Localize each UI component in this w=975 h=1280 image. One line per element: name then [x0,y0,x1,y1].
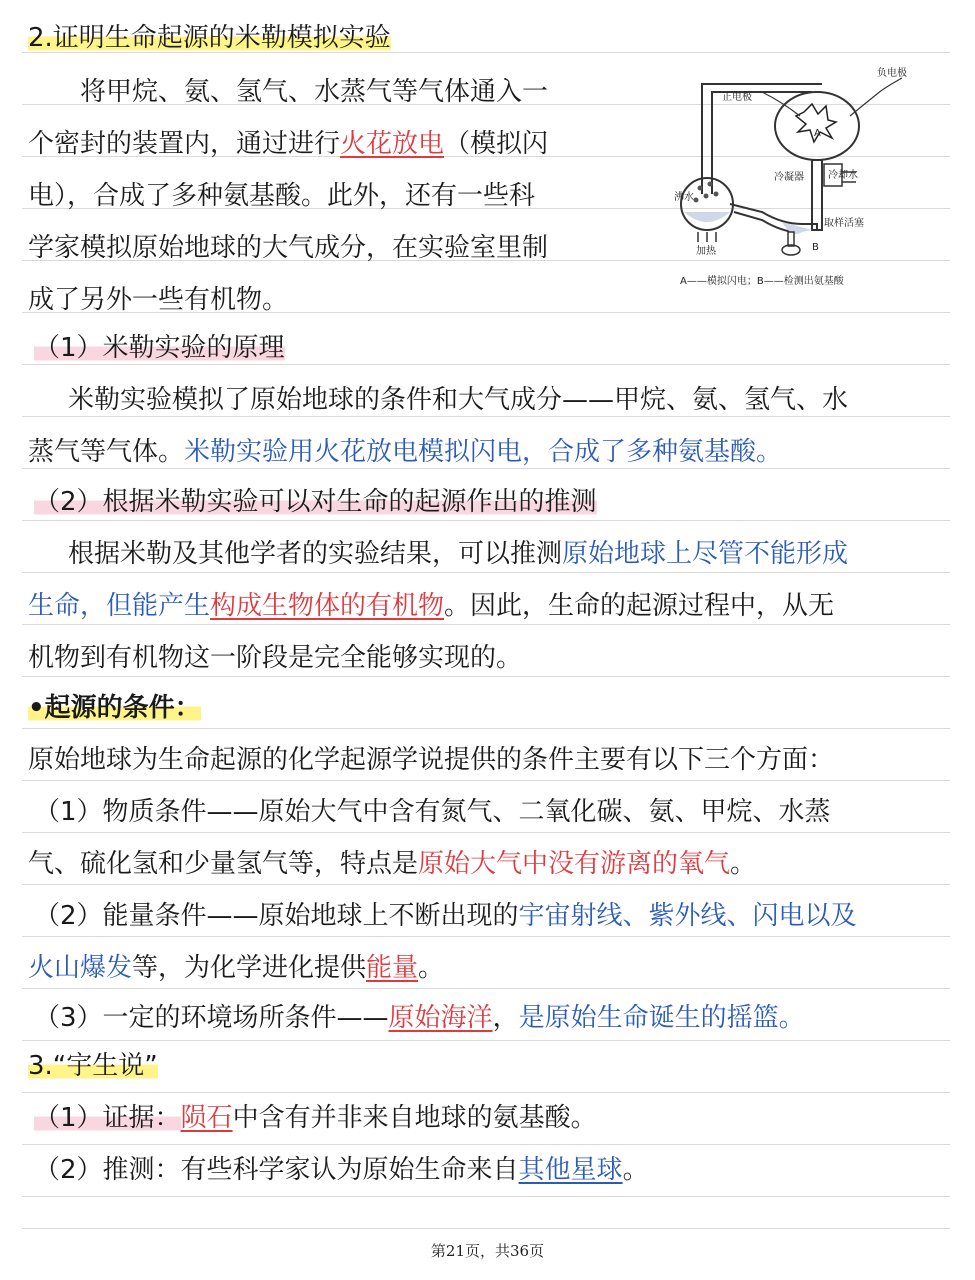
s1-title: （1）米勒实验的原理 [34,333,285,363]
positive-electrode-wire [762,92,800,116]
s2-line-1: 根据米勒及其他学者的实验结果，可以推测原始地球上尽管不能形成 [68,539,849,569]
conditions-title: •起源的条件： [28,693,201,723]
label-positive-electrode: 正电极 [722,92,752,103]
intro-line-4: 学家模拟原始地球的大气成分，在实验室里制 [28,233,549,263]
bubble [704,194,709,199]
boiling-flask [681,178,733,230]
rule-line [22,1228,950,1229]
s2-line-2: 生命，但能产生构成生物体的有机物。因此，生命的起源过程中，从无 [28,591,835,621]
bubble [698,186,703,191]
rule-line [22,832,950,833]
rule-line [22,728,950,729]
label-sampling-valve: 取样活塞 [824,218,864,229]
rule-line [22,884,950,885]
s2-title: （2）根据米勒实验可以对生命的起源作出的推测 [34,487,597,517]
label-cooling-water: 冷却水 [828,170,858,181]
bubble [694,198,699,203]
conditions-intro: 原始地球为生命起源的化学起源学说提供的条件主要有以下三个方面： [28,745,835,775]
section-heading-panspermia: 3.“宇生说” [28,1051,158,1081]
intro-line-5: 成了另外一些有机物。 [28,285,289,315]
speculation-line: （2）推测：有些科学家认为原始生命来自其他星球。 [34,1155,649,1185]
intro-line-1: 将甲烷、氨、氢气、水蒸气等气体通入一 [80,77,549,107]
label-negative-electrode: 负电极 [877,68,907,79]
sampling-valve [788,232,794,246]
s2-line-3: 机物到有机物这一阶段是完全能够实现的。 [28,643,523,673]
negative-electrode-wire [850,78,902,116]
intro-line-2: 个密封的装置内，通过进行火花放电（模拟闪 [28,129,549,159]
rule-line [22,1144,950,1145]
label-a: A [814,128,821,139]
bubble [714,192,719,197]
boiling-water [684,212,730,222]
rule-line [22,1040,950,1041]
condition-1-line-1: （1）物质条件——原始大气中含有氮气、二氧化碳、氨、甲烷、水蒸 [34,797,831,827]
condition-1-line-2: 气、硫化氢和少量氢气等，特点是原始大气中没有游离的氧气。 [28,849,757,879]
tube-left [702,84,822,194]
heading-text: 2.证明生命起源的米勒模拟实验 [28,23,391,53]
rule-line [22,1092,950,1093]
evidence-line: （1）证据：陨石中含有并非来自地球的氨基酸。 [34,1103,597,1133]
rule-line [22,988,950,989]
condition-2-line-2: 火山爆发等，为化学进化提供能量。 [28,953,445,983]
label-b: B [812,242,819,253]
diagram-caption: A——模拟闪电；B——检测出氨基酸 [680,276,844,287]
label-heat: 加热 [696,246,716,257]
condenser-tube [812,160,822,230]
s1-line-1: 米勒实验模拟了原始地球的条件和大气成分——甲烷、氨、氢气、水 [68,385,849,415]
blue-note: 米勒实验用火花放电模拟闪电，合成了多种氨基酸。 [184,437,783,467]
label-condenser: 冷凝器 [774,172,804,183]
condition-3-line: （3）一定的环境场所条件——原始海洋，是原始生命诞生的摇篮。 [34,1003,805,1033]
condition-2-line-1: （2）能量条件——原始地球上不断出现的宇宙射线、紫外线、闪电以及 [34,901,857,931]
rule-line [22,780,950,781]
label-boiling-water: 沸水 [674,192,694,203]
rule-line [22,1196,950,1197]
s1-line-2: 蒸气等气体。米勒实验用火花放电模拟闪电，合成了多种氨基酸。 [28,437,783,467]
rule-line [22,936,950,937]
heat-arrows [698,232,716,242]
section-heading-miller [28,18,391,58]
highlight-spark-discharge: 火花放电 [340,129,445,159]
miller-apparatus-diagram [672,64,932,294]
page-number: 第21页，共36页 [430,1242,545,1260]
intro-line-3: 电），合成了多种氨基酸。此外，还有一些科 [28,181,536,211]
bubble [708,182,713,187]
